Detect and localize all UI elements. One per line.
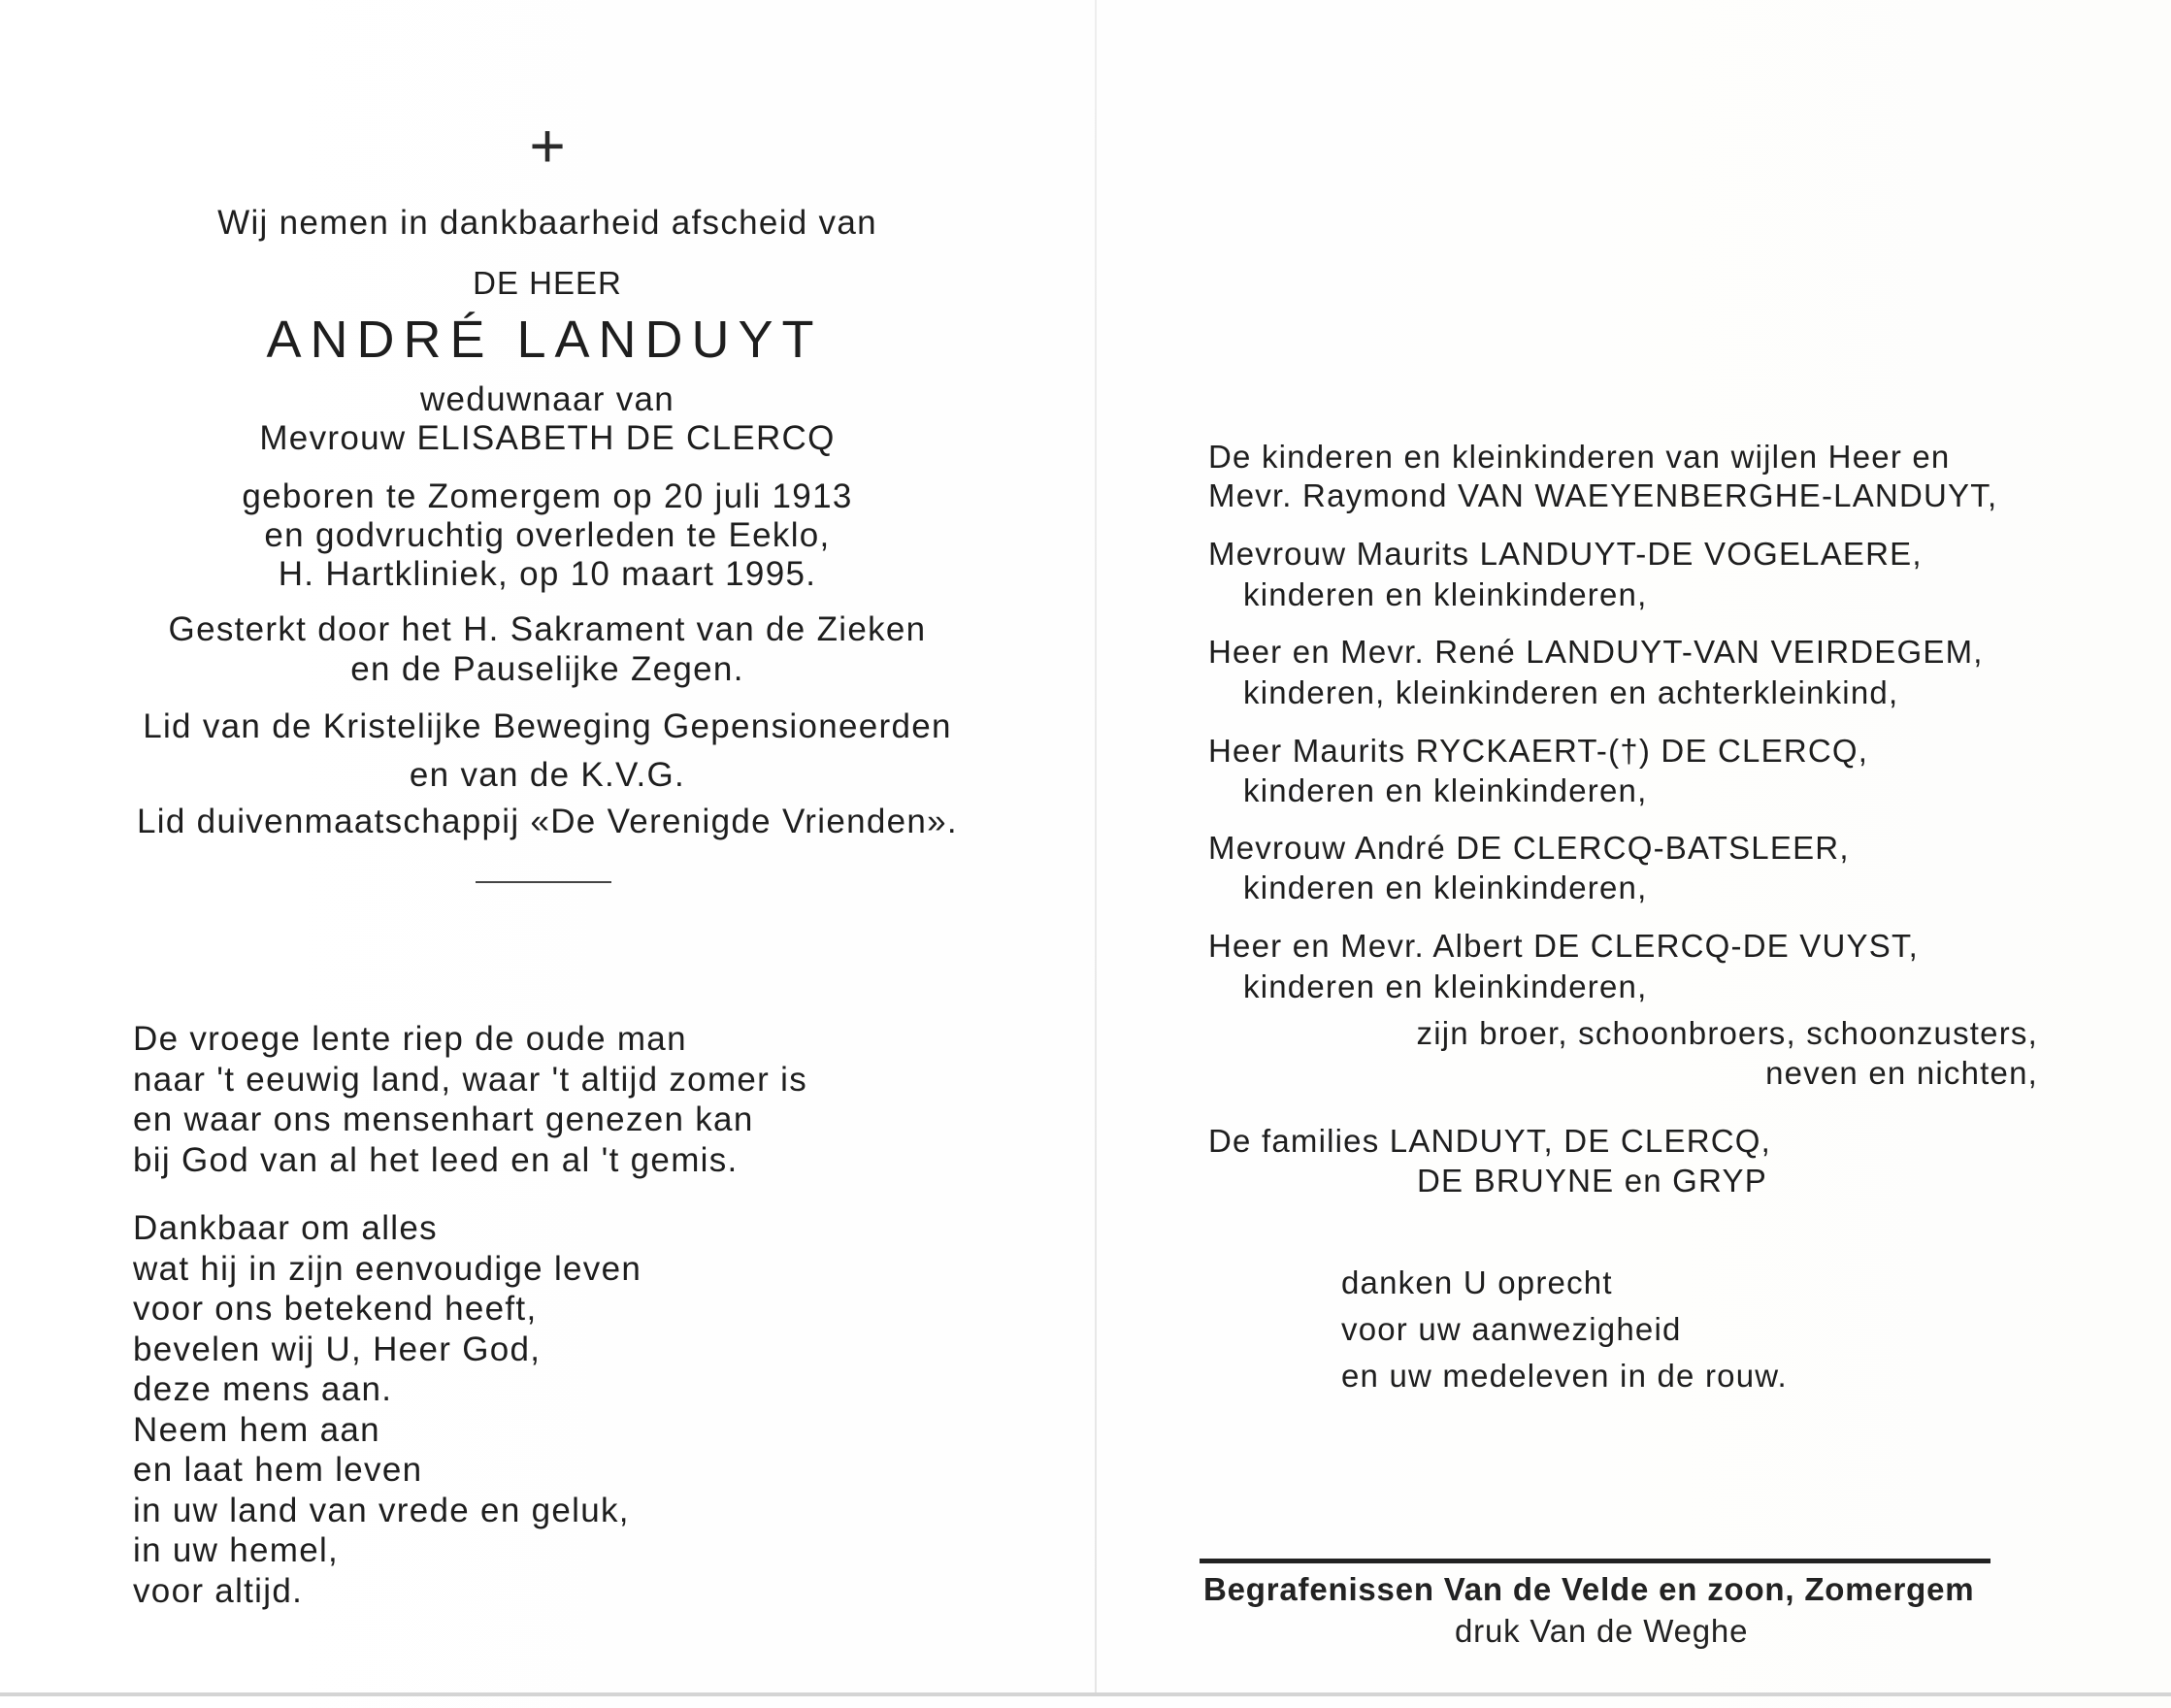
printer-line: druk Van de Weghe (1455, 1613, 1749, 1649)
cross-icon: + (529, 111, 566, 181)
poem-line: in uw land van vrede en geluk, (133, 1491, 630, 1529)
family-line: Mevr. Raymond VAN WAEYENBERGHE-LANDUYT, (1208, 477, 1998, 513)
family-line: neven en nichten, (1765, 1055, 2038, 1091)
poem-line: en waar ons mensenhart genezen kan (133, 1100, 754, 1138)
death-line: en godvruchtig overleden te Eeklo, (264, 516, 831, 554)
family-line: kinderen en kleinkinderen, (1243, 576, 1648, 612)
widower-line: weduwnaar van (419, 380, 675, 418)
poem-stanza-1 (133, 1019, 1006, 1180)
poem-line: bevelen wij U, Heer God, (133, 1330, 542, 1368)
printer-rule (1200, 1559, 1990, 1563)
poem-line: Dankbaar om alles (133, 1209, 438, 1247)
divider (476, 881, 611, 883)
spouse-line: Mevrouw ELISABETH DE CLERCQ (259, 419, 836, 457)
sacrament-line-1: Gesterkt door het H. Sakrament van de Zieken (168, 610, 927, 648)
poem-line: voor altijd. (133, 1571, 304, 1610)
poem-line: en laat hem leven (133, 1451, 423, 1489)
family-line: De kinderen en kleinkinderen van wijlen Heer en (1208, 439, 1951, 475)
left-page (0, 0, 1095, 1692)
family-line: kinderen, kleinkinderen en achterkleinkind, (1243, 674, 1899, 710)
card-edge (0, 1692, 2171, 1696)
thanks-line: en uw medeleven in de rouw. (1341, 1358, 1788, 1394)
birth-line: geboren te Zomergem op 20 juli 1913 (242, 477, 853, 515)
poem-stanza-2 (133, 1208, 1006, 1611)
family-line: DE BRUYNE en GRYP (1417, 1163, 1767, 1199)
poem-line: voor ons betekend heeft, (133, 1290, 538, 1328)
membership-line-3: Lid duivenmaatschappij «De Verenigde Vrienden». (137, 803, 958, 840)
family-line: Heer en Mevr. Albert DE CLERCQ-DE VUYST, (1208, 928, 1920, 964)
poem-line: wat hij in zijn eenvoudige leven (133, 1249, 642, 1288)
thanks-line: voor uw aanwezigheid (1341, 1311, 1682, 1347)
intro-line: Wij nemen in dankbaarheid afscheid van (217, 204, 877, 242)
sacrament-line-2: en de Pauselijke Zegen. (350, 650, 744, 688)
poem-line: in uw hemel, (133, 1531, 340, 1569)
poem-line: bij God van al het leed en al 't gemis. (133, 1140, 739, 1179)
thanks-line: danken U oprecht (1341, 1265, 1613, 1300)
deceased-name: ANDRÉ LANDUYT (266, 311, 823, 369)
family-line: Heer Maurits RYCKAERT-(†) DE CLERCQ, (1208, 733, 1869, 769)
title-line: DE HEER (473, 265, 622, 301)
poem-line: naar 't eeuwig land, waar 't altijd zomer is (133, 1060, 808, 1099)
place-line: H. Hartkliniek, op 10 maart 1995. (278, 555, 817, 593)
membership-line-2: en van de K.V.G. (409, 756, 686, 794)
poem-line: deze mens aan. (133, 1370, 393, 1408)
membership-line-1: Lid van de Kristelijke Beweging Gepensioneerden (143, 707, 952, 745)
poem-line: Neem hem aan (133, 1410, 380, 1449)
poem-line: De vroege lente riep de oude man (133, 1020, 687, 1058)
family-line: Mevrouw André DE CLERCQ-BATSLEER, (1208, 830, 1850, 866)
family-line: kinderen en kleinkinderen, (1243, 969, 1648, 1004)
family-line: kinderen en kleinkinderen, (1243, 870, 1648, 905)
family-line: zijn broer, schoonbroers, schoonzusters, (1416, 1015, 2038, 1051)
family-line: kinderen en kleinkinderen, (1243, 772, 1648, 808)
family-line: Heer en Mevr. René LANDUYT-VAN VEIRDEGEM, (1208, 634, 1984, 670)
family-line: De families LANDUYT, DE CLERCQ, (1208, 1123, 1771, 1159)
family-line: Mevrouw Maurits LANDUYT-DE VOGELAERE, (1208, 536, 1923, 572)
funeral-home-line: Begrafenissen Van de Velde en zoon, Zomergem (1203, 1571, 1975, 1607)
